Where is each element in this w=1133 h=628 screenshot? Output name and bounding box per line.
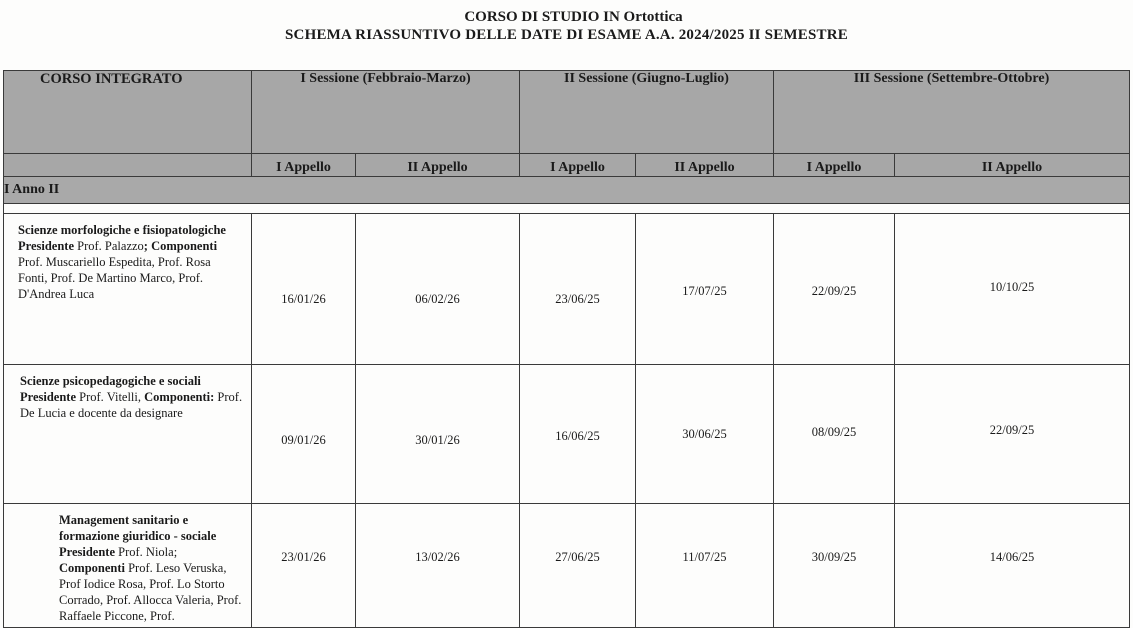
table-row <box>4 504 1130 628</box>
date-cell <box>356 214 520 365</box>
exam-schedule-table <box>3 70 1130 628</box>
document-header <box>0 8 1133 45</box>
date-cell <box>252 504 356 628</box>
column-header-appello: II Appello <box>636 154 774 177</box>
date-cell <box>895 365 1130 504</box>
exam-date: 22/09/25 <box>811 283 857 298</box>
spacer-cell <box>4 204 1130 214</box>
exam-date: 09/01/26 <box>281 432 326 447</box>
date-cell <box>252 365 356 504</box>
course-cell <box>4 504 252 628</box>
header-row-appelli <box>4 154 1130 177</box>
date-cell <box>895 214 1130 365</box>
date-cell <box>356 504 520 628</box>
course-name: Scienze morfologiche e fisiopatologiche <box>18 223 226 237</box>
exam-date: 22/09/25 <box>989 422 1035 437</box>
date-cell <box>636 214 774 365</box>
members-label: Componenti <box>151 239 218 253</box>
president-name: Prof. Vitelli, <box>79 390 142 404</box>
date-cell <box>774 214 895 365</box>
header-empty-cell <box>4 154 252 177</box>
exam-date: 06/02/26 <box>415 291 460 306</box>
exam-date: 13/02/26 <box>415 550 460 564</box>
date-cell <box>895 504 1130 628</box>
exam-date: 11/07/25 <box>682 550 727 564</box>
column-header-appello: II Appello <box>356 154 520 177</box>
president-name: Prof. Palazzo <box>77 239 144 253</box>
column-header-session-2: II Sessione (Giugno-Luglio) <box>520 71 774 154</box>
column-header-course: CORSO INTEGRATO <box>4 71 252 154</box>
column-header-session-3: III Sessione (Settembre-Ottobre) <box>774 71 1130 154</box>
exam-date: 10/10/25 <box>989 279 1035 294</box>
column-header-appello: II Appello <box>895 154 1130 177</box>
column-header-session-1: I Sessione (Febbraio-Marzo) <box>252 71 520 154</box>
exam-date: 17/07/25 <box>682 283 727 298</box>
members-names: Prof. Leso Veruska, Prof Iodice Rosa, Prof. Lo Storto Corrado, Prof. Allocca Valeria, Prof. Raffaele Piccone, Prof. <box>59 561 242 622</box>
year-row <box>4 177 1130 204</box>
exam-date: 16/06/25 <box>555 428 600 443</box>
members-names: Prof. De Lucia e docente da designare <box>20 390 243 420</box>
date-cell <box>774 365 895 504</box>
date-cell <box>520 504 636 628</box>
president-label: Presidente <box>18 239 75 253</box>
spacer-row <box>4 204 1130 214</box>
column-header-appello: I Appello <box>252 154 356 177</box>
members-label: Componenti <box>59 561 125 575</box>
course-cell <box>4 365 252 504</box>
year-label: I Anno II <box>4 177 1130 204</box>
date-cell <box>356 365 520 504</box>
column-header-appello: I Appello <box>520 154 636 177</box>
president-name: Prof. Niola; <box>118 545 178 559</box>
president-label: Presidente <box>20 390 77 404</box>
exam-date: 30/01/26 <box>415 432 460 447</box>
exam-date: 16/01/26 <box>281 291 326 306</box>
course-cell <box>4 214 252 365</box>
president-label: Presidente <box>59 545 116 559</box>
date-cell <box>252 214 356 365</box>
exam-date: 30/06/25 <box>682 426 727 441</box>
course-title: CORSO DI STUDIO IN Ortottica <box>464 9 683 25</box>
date-cell <box>636 504 774 628</box>
exam-date: 14/06/25 <box>989 550 1035 564</box>
date-cell <box>636 365 774 504</box>
course-name: Management sanitario e formazione giuridico - sociale <box>59 513 217 543</box>
table-row <box>4 214 1130 365</box>
date-cell <box>774 504 895 628</box>
exam-date: 23/01/26 <box>281 550 326 564</box>
schedule-title: SCHEMA RIASSUNTIVO DELLE DATE DI ESAME A.A. 2024/2025 II SEMESTRE <box>285 27 848 43</box>
column-header-appello: I Appello <box>774 154 895 177</box>
table-row <box>4 365 1130 504</box>
course-text-clip <box>59 512 243 622</box>
date-cell <box>520 365 636 504</box>
exam-date: 27/06/25 <box>555 550 600 564</box>
course-name: Scienze psicopedagogiche e sociali <box>20 374 201 388</box>
members-names: Prof. Muscariello Espedita, Prof. Rosa Fonti, Prof. De Martino Marco, Prof. D'Andrea Luca <box>18 255 211 301</box>
exam-date: 23/06/25 <box>555 291 600 306</box>
exam-date: 30/09/25 <box>811 550 857 564</box>
header-row-sessions <box>4 71 1130 154</box>
separator: ; <box>143 239 148 253</box>
date-cell <box>520 214 636 365</box>
members-label: Componenti: <box>144 390 215 404</box>
exam-date: 08/09/25 <box>811 424 857 439</box>
